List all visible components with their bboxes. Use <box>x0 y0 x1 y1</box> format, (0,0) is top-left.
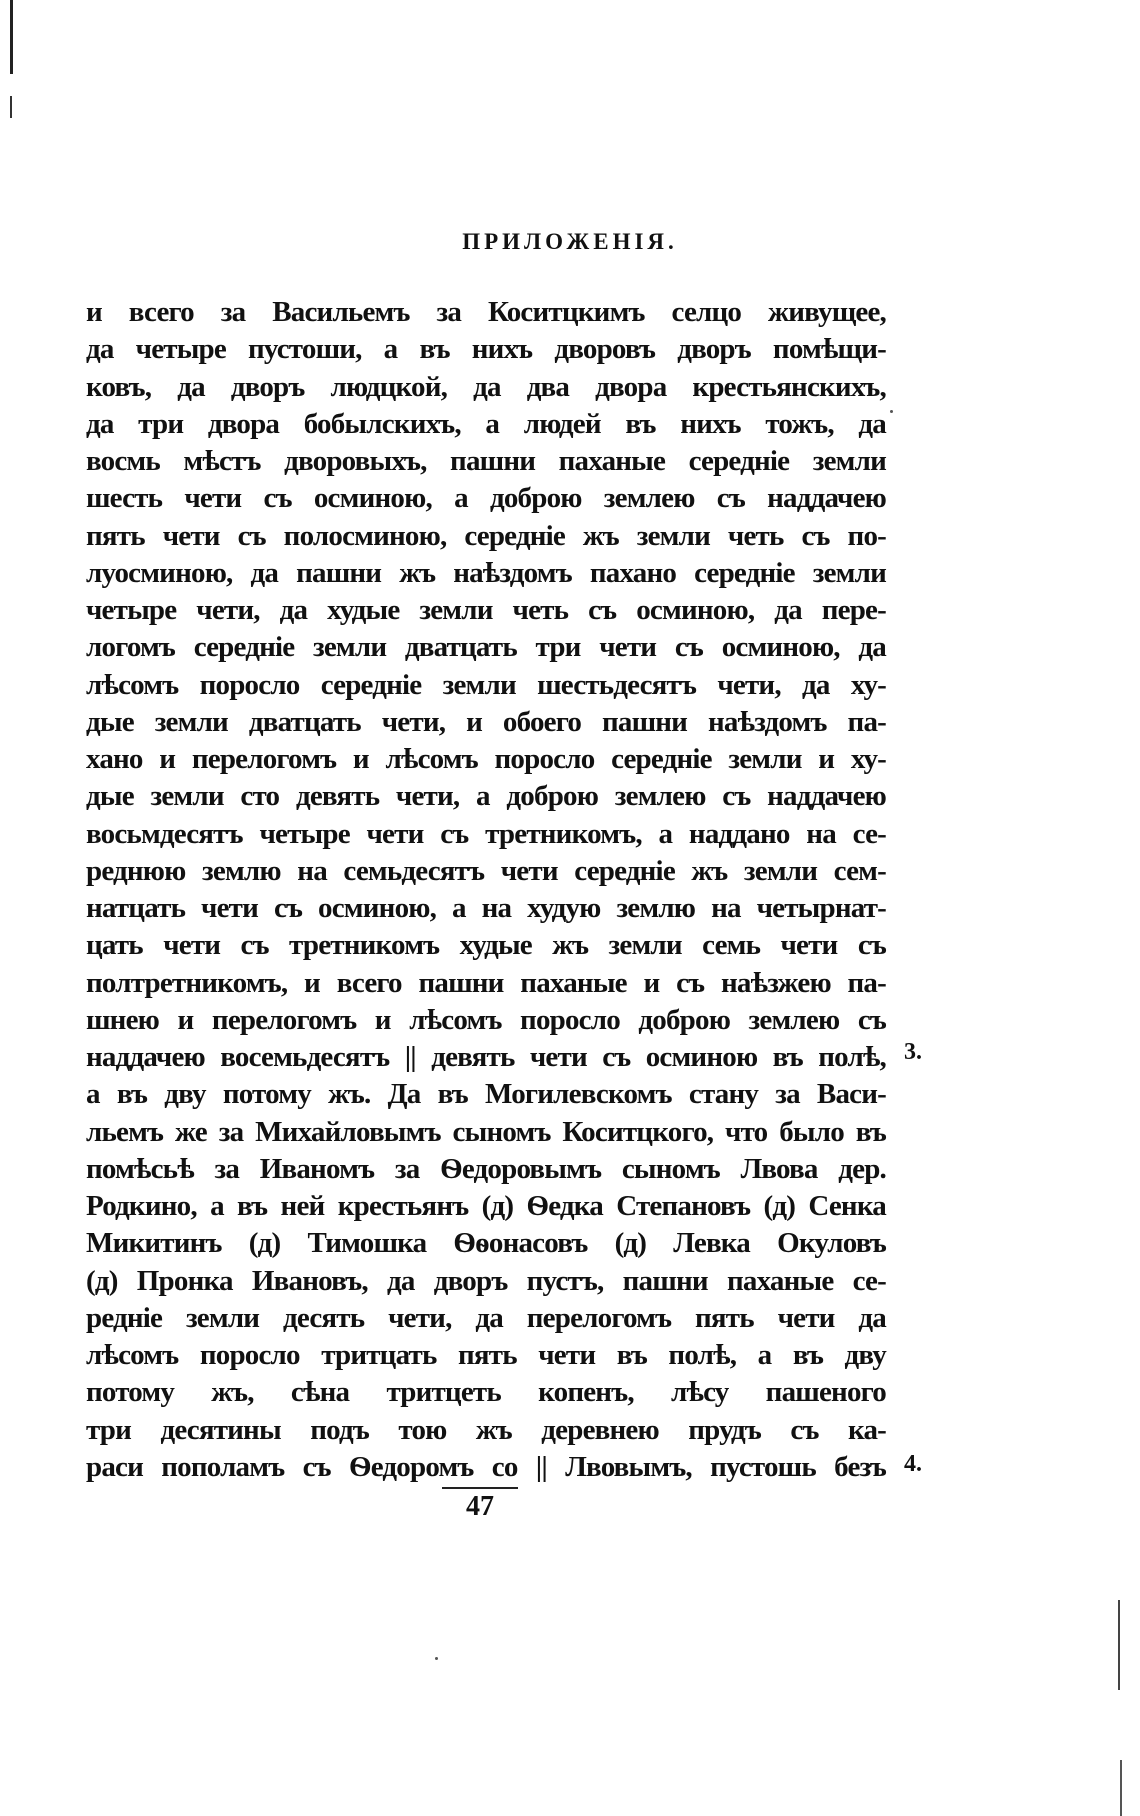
text-line: восмь мѣстъ дворовыхъ, пашни паханые середніе земли <box>86 445 886 477</box>
text-line: логомъ середніе земли дватцать три чети съ осминою, да <box>86 631 886 664</box>
text-line: лѣсомъ поросло середніе земли шестьдесятъ чети, да ху- <box>86 668 886 701</box>
running-head: ПРИЛОЖЕНІЯ. <box>462 229 678 254</box>
text-line: помѣсьѣ за Иваномъ за Ѳедоровымъ сыномъ Лвова дер. <box>86 1152 886 1185</box>
text-line: полтретникомъ, и всего пашни паханые и съ наѣзжею па- <box>86 966 886 999</box>
text-line: шнею и перелогомъ и лѣсомъ поросло доброю землею съ <box>86 1003 886 1036</box>
margin-note: 3. <box>904 1039 922 1065</box>
text-line: а въ дву потому жъ. Да въ Могилевскомъ стану за Васи- <box>86 1078 886 1111</box>
text-line: лѣсомъ поросло тритцать пять чети въ полѣ, а въ дву <box>86 1339 886 1371</box>
text-line: дые земли сто девять чети, а доброю землею съ наддачею <box>86 780 886 813</box>
text-line: ковъ, да дворъ людцкой, да два двора крестьянскихъ, <box>86 370 886 403</box>
scan-edge-mark <box>1120 1760 1122 1816</box>
text-line: потому жъ, сѣна тритцеть копенъ, лѣсу пашеного <box>86 1376 886 1409</box>
text-line: да четыре пустоши, а въ нихъ дворовъ дворъ помѣщи- <box>86 333 886 366</box>
text-line: пять чети съ полосминою, середніе жъ земли четь съ по- <box>86 519 886 552</box>
text-line: Микитинъ (д) Тимошка Ѳѳонасовъ (д) Левка Окуловъ <box>86 1227 886 1260</box>
text-line: шесть чети съ осминою, а доброю землею съ наддачею <box>86 482 886 515</box>
scan-edge-mark <box>10 0 13 74</box>
scan-edge-mark <box>10 96 12 118</box>
scan-edge-mark <box>1118 1600 1120 1690</box>
text-line: и всего за Васильемъ за Коситцкимъ селцо живущее, <box>86 296 886 328</box>
text-line: дые земли дватцать чети, и обоего пашни наѣздомъ па- <box>86 705 886 738</box>
text-line: раси пополамъ съ Ѳедоромъ со || Лвовымъ, пустошь безъ <box>86 1450 886 1483</box>
text-line: восьмдесятъ четыре чети съ третникомъ, а наддано на се- <box>86 817 886 850</box>
text-line: хано и перелогомъ и лѣсомъ поросло середніе земли и ху- <box>86 743 886 775</box>
text-line: четыре чети, да худые земли четь съ осминою, да пере- <box>86 594 886 626</box>
text-line: Родкино, а въ ней крестьянъ (д) Ѳедка Степановъ (д) Сенка <box>86 1190 886 1222</box>
folio-rule <box>442 1487 518 1489</box>
text-line: натцать чети съ осминою, а на худую землю на четырнат- <box>86 892 886 924</box>
text-line: цать чети съ третникомъ худые жъ земли семь чети съ <box>86 929 886 962</box>
scan-speck <box>890 410 893 413</box>
text-line: три десятины подъ тою жъ деревнею прудъ съ ка- <box>86 1413 886 1446</box>
margin-note: 4. <box>904 1451 922 1477</box>
page-number: 47 <box>466 1491 494 1522</box>
text-line: льемъ же за Михайловымъ сыномъ Коситцкого, что было въ <box>86 1115 886 1148</box>
text-line: (д) Пронка Ивановъ, да дворъ пустъ, пашни паханые се- <box>86 1264 886 1297</box>
text-body <box>86 294 886 1486</box>
text-line: луосминою, да пашни жъ наѣздомъ пахано середніе земли <box>86 556 886 589</box>
scan-speck <box>435 1657 438 1660</box>
text-line: наддачею восемьдесятъ || девять чети съ осминою въ полѣ, <box>86 1041 886 1073</box>
text-line: реднюю землю на семьдесятъ чети середніе жъ земли сем- <box>86 854 886 887</box>
text-line: редніе земли десять чети, да перелогомъ пять чети да <box>86 1301 886 1334</box>
text-line: да три двора бобылскихъ, а людей въ нихъ тожъ, да <box>86 407 886 440</box>
